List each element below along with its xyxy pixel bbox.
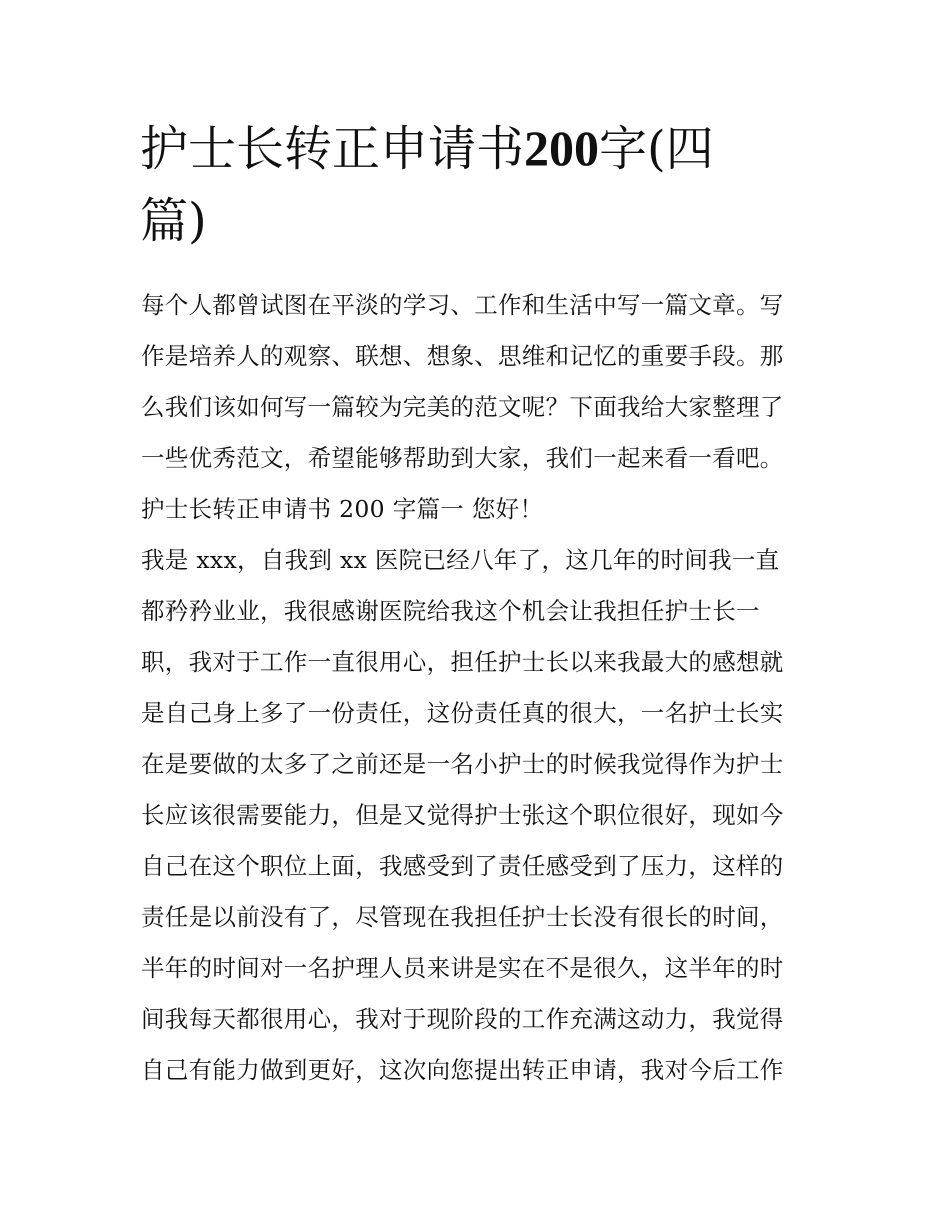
title-text-part2: 字(四 — [599, 121, 714, 177]
body-line: 半年的时间对一名护理人员来讲是实在不是很久，这半年的时 — [141, 954, 784, 982]
body-line: 是自己身上多了一份责任，这份责任真的很大，一名护士长实 — [141, 699, 784, 727]
body-line: 间我每天都很用心，我对于现阶段的工作充满这动力，我觉得 — [141, 1005, 784, 1033]
title-text-line2: 篇) — [140, 193, 207, 249]
body-line: 么我们该如何写一篇较为完美的范文呢？下面我给大家整理了 — [141, 393, 784, 421]
body-line: 长应该很需要能力，但是又觉得护士张这个职位很好，现如今 — [141, 801, 784, 829]
body-line: 我是 xxx，自我到 xx 医院已经八年了，这几年的时间我一直 — [141, 546, 780, 574]
document-title — [140, 112, 820, 257]
body-line: 都矜矜业业，我很感谢医院给我这个机会让我担任护士长一 — [141, 597, 760, 625]
body-line: 每个人都曾试图在平淡的学习、工作和生活中写一篇文章。写 — [141, 291, 784, 319]
section-heading-line: 护士长转正申请书 200 字篇一 您好！ — [141, 495, 544, 523]
body-line: 自己有能力做到更好，这次向您提出转正申请，我对今后工作 — [141, 1056, 784, 1084]
body-line: 在是要做的太多了之前还是一名小护士的时候我觉得作为护士 — [141, 750, 784, 778]
body-line: 自己在这个职位上面，我感受到了责任感受到了压力，这样的 — [141, 852, 784, 880]
document-body — [141, 280, 821, 1096]
title-text-part1: 护士长转正申请书 — [140, 121, 525, 177]
body-line: 一些优秀范文，希望能够帮助到大家，我们一起来看一看吧。 — [141, 444, 784, 472]
body-line: 职，我对于工作一直很用心，担任护士长以来我最大的感想就 — [141, 648, 784, 676]
title-number: 200 — [524, 120, 600, 176]
body-line: 作是培养人的观察、联想、想象、思维和记忆的重要手段。那 — [141, 342, 784, 370]
body-line: 责任是以前没有了，尽管现在我担任护士长没有很长的时间， — [141, 903, 784, 931]
